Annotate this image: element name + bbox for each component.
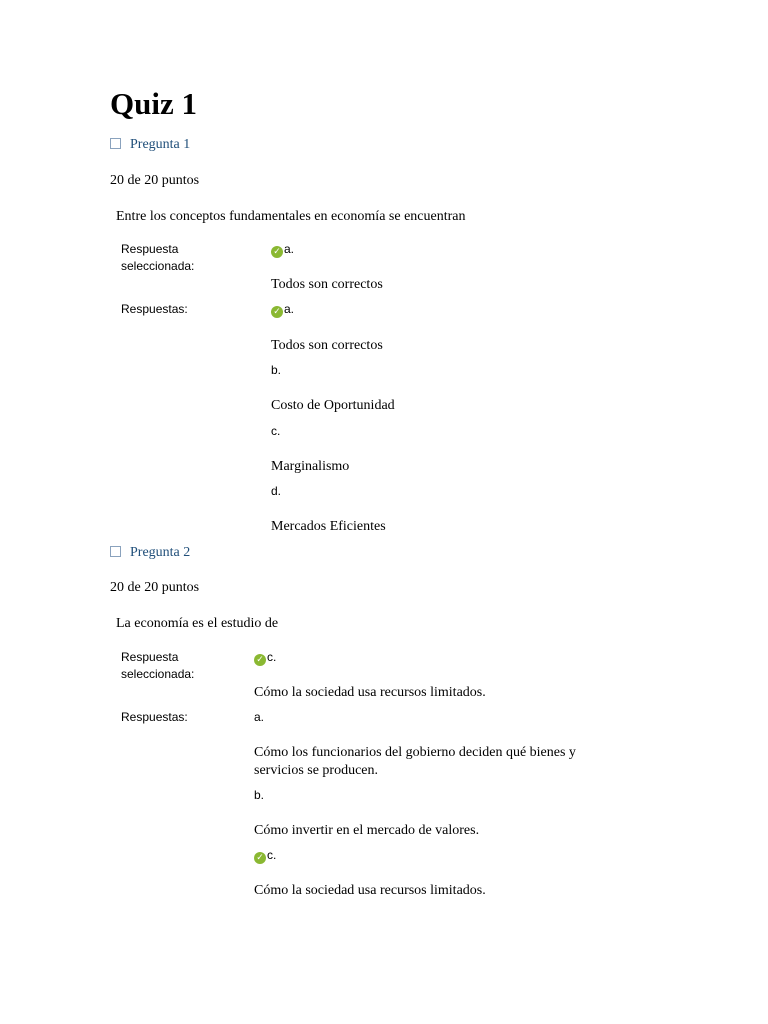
q2-option-c-text: Cómo la sociedad usa recursos limitados. — [254, 883, 486, 898]
question-1-text: Entre los conceptos fundamentales en economía se encuentran — [116, 209, 466, 224]
selected-answer-label: Respuesta seleccionada: — [121, 650, 195, 681]
question-2-score: 20 de 20 puntos — [110, 580, 200, 595]
q1-selected-letter: ✓ a. — [271, 241, 294, 258]
q2-option-b-letter: b. — [254, 788, 265, 802]
question-1-title: Pregunta 1 — [130, 137, 191, 152]
q2-selected-letter: ✓ c. — [254, 649, 276, 666]
q1-option-a-text: Todos son correctos — [271, 338, 383, 353]
q2-option-c-letter: ✓ c. — [254, 847, 276, 864]
answers-label: Respuestas: — [121, 302, 188, 316]
question-2-text: La economía es el estudio de — [116, 616, 279, 631]
question-1-score: 20 de 20 puntos — [110, 173, 200, 188]
q2-selected-text: Cómo la sociedad usa recursos limitados. — [254, 685, 486, 700]
question-2-header[interactable] — [110, 544, 190, 562]
q1-option-d-letter: d. — [271, 484, 282, 498]
question-2-title: Pregunta 2 — [130, 545, 191, 560]
q1-option-d-text: Mercados Eficientes — [271, 519, 386, 534]
q2-option-a-text: Cómo los funcionarios del gobierno deciden qué bienes y servicios se producen. — [254, 745, 576, 778]
check-circle-icon: ✓ — [271, 246, 283, 258]
question-1-header[interactable] — [110, 136, 190, 154]
check-circle-icon: ✓ — [271, 306, 283, 318]
checkbox-icon — [110, 138, 121, 149]
q2-option-a-letter: a. — [254, 710, 265, 724]
selected-answer-label: Respuesta seleccionada: — [121, 242, 195, 273]
check-circle-icon: ✓ — [254, 852, 266, 864]
q1-option-c-text: Marginalismo — [271, 459, 350, 474]
answers-label: Respuestas: — [121, 710, 188, 724]
check-circle-icon: ✓ — [254, 654, 266, 666]
q1-option-a-letter: ✓ a. — [271, 301, 294, 318]
checkbox-icon — [110, 546, 121, 557]
q1-selected-text: Todos son correctos — [271, 277, 383, 292]
page-title: Quiz 1 — [110, 86, 197, 121]
q1-option-b-text: Costo de Oportunidad — [271, 398, 395, 413]
q1-option-b-letter: b. — [271, 363, 282, 377]
q2-option-b-text: Cómo invertir en el mercado de valores. — [254, 823, 480, 838]
q1-option-c-letter: c. — [271, 424, 281, 438]
